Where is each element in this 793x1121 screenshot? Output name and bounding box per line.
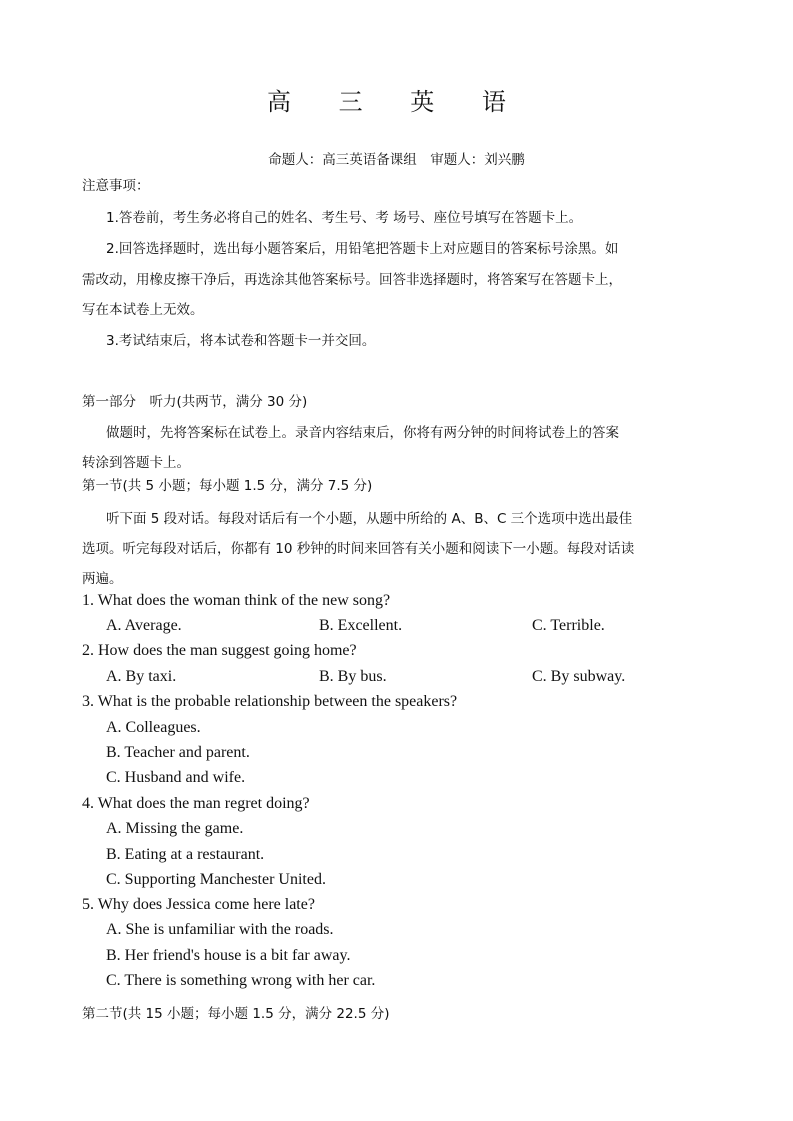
question-2-option-c: C. By subway. (532, 668, 626, 685)
question-5-option-b: B. Her friend's house is a bit far away. (106, 947, 351, 964)
question-4-option-a: A. Missing the game. (106, 820, 244, 837)
question-3-option-a: A. Colleagues. (106, 719, 201, 736)
question-3-option-c: C. Husband and wife. (106, 769, 246, 786)
notice-heading: 注意事项： (82, 178, 150, 194)
notice-item-2-line-2: 需改动，用橡皮擦干净后，再选涂其他答案标号。回答非选择题时，将答案写在答题卡上， (82, 272, 622, 288)
question-1-option-c: C. Terrible. (532, 617, 605, 634)
question-3-option-b: B. Teacher and parent. (106, 744, 250, 761)
part1-heading: 第一部分 听力(共两节，满分 30 分) (82, 394, 308, 410)
question-2-option-a: A. By taxi. (106, 668, 177, 685)
question-2: 2. How does the man suggest going home? (82, 642, 357, 659)
question-1: 1. What does the woman think of the new song? (82, 592, 391, 609)
section1-heading: 第一节(共 5 小题；每小题 1.5 分，满分 7.5 分) (82, 478, 373, 494)
notice-item-3: 3.考试结束后，将本试卷和答题卡一并交回。 (106, 333, 376, 349)
question-4-option-b: B. Eating at a restaurant. (106, 846, 265, 863)
section1-intro-line-2: 选项。听完每段对话后，你都有 10 秒钟的时间来回答有关小题和阅读下一小题。每段对话读 (82, 541, 635, 557)
question-2-option-b: B. By bus. (319, 668, 387, 685)
author-byline: 命题人：高三英语备课组 审题人：刘兴鹏 (268, 152, 525, 168)
question-4-option-c: C. Supporting Manchester United. (106, 871, 326, 888)
question-4: 4. What does the man regret doing? (82, 795, 310, 812)
question-1-option-b: B. Excellent. (319, 617, 403, 634)
notice-item-1: 1.答卷前，考生务必将自己的姓名、考生号、考 场号、座位号填写在答题卡上。 (106, 210, 583, 226)
question-5: 5. Why does Jessica come here late? (82, 896, 315, 913)
question-3: 3. What is the probable relationship between the speakers? (82, 693, 458, 710)
part1-intro-line-2: 转涂到答题卡上。 (82, 455, 190, 471)
section1-intro-line-3: 两遍。 (82, 571, 123, 587)
notice-item-2-line-1: 2.回答选择题时，选出每小题答案后，用铅笔把答题卡上对应题目的答案标号涂黑。如 (106, 241, 619, 257)
part1-intro-line-1: 做题时，先将答案标在试卷上。录音内容结束后，你将有两分钟的时间将试卷上的答案 (106, 425, 619, 441)
question-5-option-a: A. She is unfamiliar with the roads. (106, 921, 334, 938)
question-1-option-a: A. Average. (106, 617, 182, 634)
section1-intro-line-1: 听下面 5 段对话。每段对话后有一个小题，从题中所给的 A、B、C 三个选项中选出最佳 (106, 511, 633, 527)
question-5-option-c: C. There is something wrong with her car. (106, 972, 376, 989)
page-title: 高 三 英 语 (267, 88, 526, 116)
notice-item-2-line-3: 写在本试卷上无效。 (82, 302, 204, 318)
section2-heading: 第二节(共 15 小题；每小题 1.5 分，满分 22.5 分) (82, 1006, 390, 1022)
